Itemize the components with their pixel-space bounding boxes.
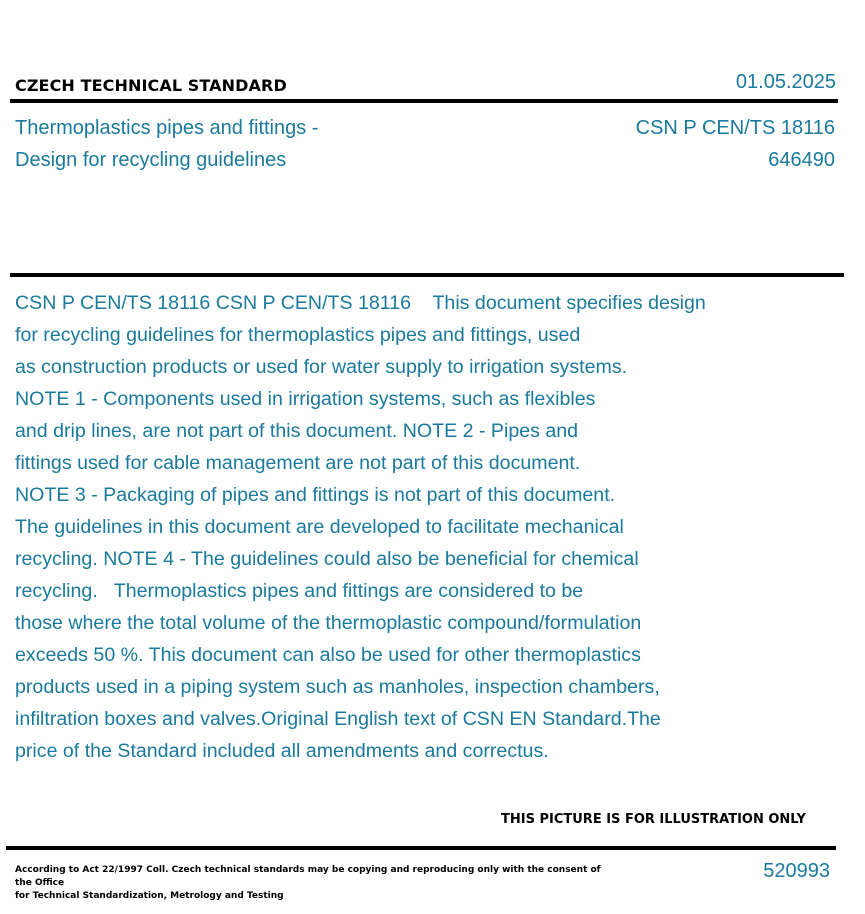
description-line: fittings used for cable management are not part of this document.: [15, 452, 581, 474]
description-line: and drip lines, are not part of this document. NOTE 2 - Pipes and: [15, 420, 579, 442]
description-line: recycling. Thermoplastics pipes and fittings are considered to be: [15, 580, 584, 602]
standard-id: CSN P CEN/TS 18116: [635, 117, 835, 139]
description-line: for recycling guidelines for thermoplastics pipes and fittings, used: [15, 324, 581, 346]
description-line: products used in a piping system such as manholes, inspection chambers,: [15, 676, 660, 698]
header-divider: [10, 99, 838, 103]
publication-date: 01.05.2025: [735, 71, 836, 93]
body-divider: [10, 273, 844, 277]
description-line: those where the total volume of the thermoplastic compound/formulation: [15, 612, 642, 634]
standard-title-line-2: Design for recycling guidelines: [15, 149, 287, 171]
document-code: 520993: [763, 860, 830, 882]
standard-title-line-1: Thermoplastics pipes and fittings -: [15, 117, 319, 139]
document-type-heading: CZECH TECHNICAL STANDARD: [15, 76, 287, 95]
description-line: The guidelines in this document are developed to facilitate mechanical: [15, 516, 624, 538]
description-line: recycling. NOTE 4 - The guidelines could also be beneficial for chemical: [15, 548, 639, 570]
legal-notice-line-2: for Technical Standardization, Metrology and Testing: [15, 891, 284, 901]
legal-notice-line-1: According to Act 22/1997 Coll. Czech technical standards may be copying and reproducing only with the consent of the Office: [15, 865, 601, 888]
legal-notice: [15, 864, 615, 903]
footer-divider: [6, 846, 836, 850]
description-line: price of the Standard included all amendments and correctus.: [15, 740, 549, 762]
description-line: infiltration boxes and valves.Original English text of CSN EN Standard.The: [15, 708, 661, 730]
description-line: NOTE 3 - Packaging of pipes and fittings is not part of this document.: [15, 484, 616, 506]
illustration-disclaimer: THIS PICTURE IS FOR ILLUSTRATION ONLY: [501, 812, 806, 827]
description-line: CSN P CEN/TS 18116 CSN P CEN/TS 18116 This document specifies design: [15, 292, 706, 314]
standard-description: [15, 287, 815, 767]
description-line: NOTE 1 - Components used in irrigation systems, such as flexibles: [15, 388, 596, 410]
description-line: exceeds 50 %. This document can also be used for other thermoplastics: [15, 644, 641, 666]
classification-code: 646490: [768, 149, 835, 171]
description-line: as construction products or used for water supply to irrigation systems.: [15, 356, 628, 378]
